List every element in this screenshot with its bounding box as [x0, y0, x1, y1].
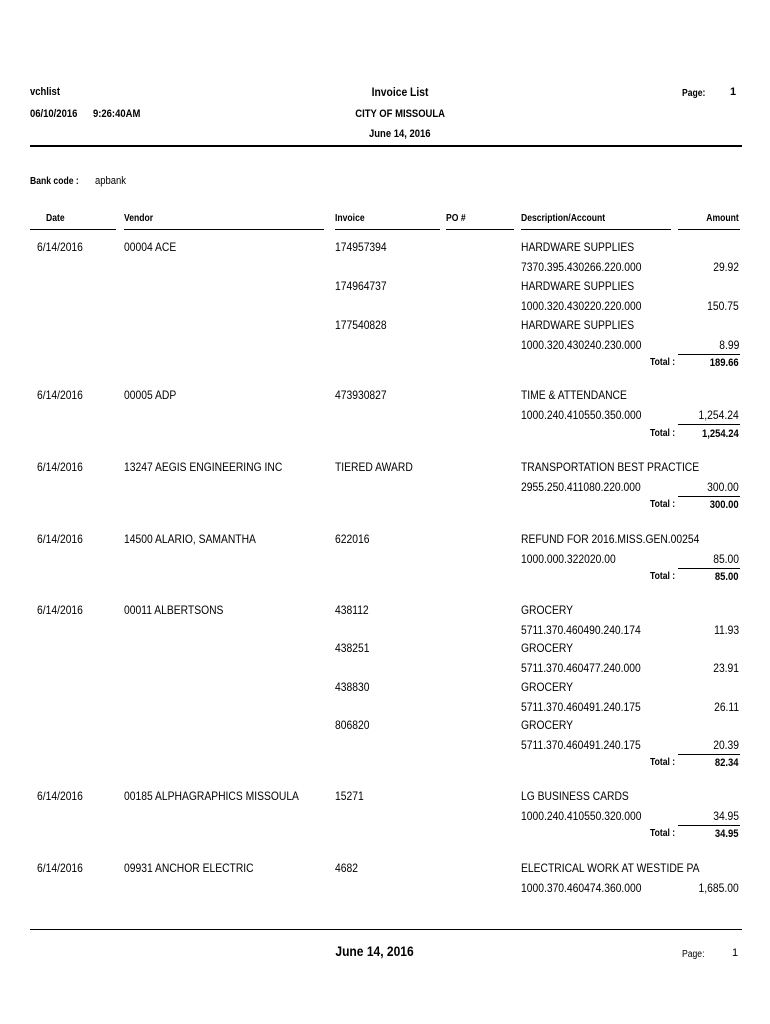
col-underline-invoice — [335, 229, 440, 230]
col-underline-amount — [678, 229, 740, 230]
organization-name: CITY OF MISSOULA — [355, 108, 445, 120]
col-header-vendor: Vendor — [124, 213, 154, 224]
line-account: 1000.370.460474.360.000 — [521, 881, 642, 895]
footer-date: June 14, 2016 — [335, 943, 415, 959]
footer-page-label: Page: — [682, 949, 705, 960]
total-label: Total : — [650, 357, 676, 368]
col-header-amount: Amount — [706, 213, 739, 224]
line-account: 7370.395.430266.220.000 — [521, 260, 642, 274]
bank-code-label: Bank code : — [30, 176, 79, 187]
line-amount: 8.99 — [718, 338, 739, 352]
page-label: Page: — [682, 88, 706, 99]
line-amount: 1,685.00 — [698, 881, 739, 895]
invoice-number: 806820 — [335, 718, 370, 732]
total-rule — [678, 825, 740, 826]
col-header-invoice: Invoice — [335, 213, 365, 224]
line-amount: 85.00 — [713, 552, 739, 566]
invoice-number: 622016 — [335, 532, 370, 546]
line-account: 1000.240.410550.350.000 — [521, 408, 642, 422]
total-rule — [678, 354, 740, 355]
col-header-po: PO # — [446, 213, 466, 224]
line-description: LG BUSINESS CARDS — [521, 789, 629, 803]
group-vendor: 00004 ACE — [124, 240, 177, 254]
page-title: Invoice List — [371, 85, 429, 99]
line-amount: 11.93 — [713, 623, 739, 637]
total-label: Total : — [650, 499, 676, 510]
line-account: 1000.240.410550.320.000 — [521, 809, 642, 823]
line-description: TIME & ATTENDANCE — [521, 388, 627, 402]
line-amount: 34.95 — [713, 809, 739, 823]
line-amount: 29.92 — [713, 260, 739, 274]
group-vendor: 00185 ALPHAGRAPHICS MISSOULA — [124, 789, 299, 803]
bank-code-value: apbank — [95, 175, 127, 187]
line-description: TRANSPORTATION BEST PRACTICE — [521, 460, 700, 474]
group-date: 6/14/2016 — [37, 789, 83, 803]
group-total: 189.66 — [710, 357, 739, 369]
invoice-number: 473930827 — [335, 388, 387, 402]
group-date: 6/14/2016 — [37, 603, 83, 617]
line-account: 5711.370.460491.240.175 — [521, 738, 641, 752]
total-label: Total : — [650, 828, 676, 839]
group-vendor: 00011 ALBERTSONS — [124, 603, 224, 617]
line-description: GROCERY — [521, 641, 574, 655]
group-total: 34.95 — [715, 828, 739, 840]
group-total: 82.34 — [715, 757, 739, 769]
line-description: GROCERY — [521, 718, 574, 732]
group-vendor: 09931 ANCHOR ELECTRIC — [124, 861, 254, 875]
total-label: Total : — [650, 428, 676, 439]
group-date: 6/14/2016 — [37, 861, 83, 875]
invoice-number: TIERED AWARD — [335, 460, 413, 474]
group-date: 6/14/2016 — [37, 532, 83, 546]
col-header-date: Date — [46, 213, 65, 224]
invoice-number: 174964737 — [335, 279, 387, 293]
line-amount: 150.75 — [707, 299, 739, 313]
line-account: 1000.320.430240.230.000 — [521, 338, 642, 352]
line-description: ELECTRICAL WORK AT WESTIDE PA — [521, 861, 700, 875]
total-rule — [678, 496, 740, 497]
col-underline-description — [521, 229, 671, 230]
report-date: June 14, 2016 — [369, 128, 431, 140]
line-account: 5711.370.460491.240.175 — [521, 700, 641, 714]
run-time: 9:26:40AM — [93, 108, 141, 120]
group-date: 6/14/2016 — [37, 460, 83, 474]
total-rule — [678, 754, 740, 755]
col-underline-vendor — [124, 229, 324, 230]
invoice-number: 438830 — [335, 680, 370, 694]
group-vendor: 13247 AEGIS ENGINEERING INC — [124, 460, 283, 474]
line-description: HARDWARE SUPPLIES — [521, 240, 635, 254]
invoice-number: 438112 — [335, 603, 369, 617]
run-date: 06/10/2016 — [30, 108, 78, 120]
col-underline-date — [30, 229, 116, 230]
col-header-description: Description/Account — [521, 213, 606, 224]
line-description: REFUND FOR 2016.MISS.GEN.00254 — [521, 532, 700, 546]
invoice-number: 15271 — [335, 789, 364, 803]
total-rule — [678, 424, 740, 425]
footer-page-number: 1 — [732, 947, 739, 959]
invoice-number: 177540828 — [335, 318, 387, 332]
line-description: GROCERY — [521, 680, 574, 694]
line-description: HARDWARE SUPPLIES — [521, 318, 635, 332]
line-amount: 1,254.24 — [698, 408, 739, 422]
line-account: 1000.000.322020.00 — [521, 552, 616, 566]
invoice-number: 174957394 — [335, 240, 387, 254]
report-id: vchlist — [30, 86, 60, 98]
page-number: 1 — [730, 86, 737, 98]
total-rule — [678, 568, 740, 569]
group-total: 85.00 — [715, 571, 739, 583]
group-vendor: 00005 ADP — [124, 388, 177, 402]
footer-rule — [30, 929, 742, 930]
line-amount: 300.00 — [707, 480, 739, 494]
total-label: Total : — [650, 571, 676, 582]
group-vendor: 14500 ALARIO, SAMANTHA — [124, 532, 256, 546]
line-description: HARDWARE SUPPLIES — [521, 279, 635, 293]
invoice-number: 4682 — [335, 861, 358, 875]
line-amount: 20.39 — [713, 738, 739, 752]
line-account: 1000.320.430220.220.000 — [521, 299, 642, 313]
group-date: 6/14/2016 — [37, 388, 83, 402]
col-underline-po — [446, 229, 514, 230]
group-total: 1,254.24 — [702, 428, 739, 440]
group-total: 300.00 — [710, 499, 739, 511]
invoice-number: 438251 — [335, 641, 370, 655]
line-amount: 26.11 — [713, 700, 739, 714]
line-amount: 23.91 — [713, 661, 739, 675]
line-description: GROCERY — [521, 603, 574, 617]
group-date: 6/14/2016 — [37, 240, 83, 254]
header-rule — [30, 145, 742, 147]
line-account: 5711.370.460490.240.174 — [521, 623, 641, 637]
total-label: Total : — [650, 757, 676, 768]
line-account: 2955.250.411080.220.000 — [521, 480, 641, 494]
line-account: 5711.370.460477.240.000 — [521, 661, 641, 675]
